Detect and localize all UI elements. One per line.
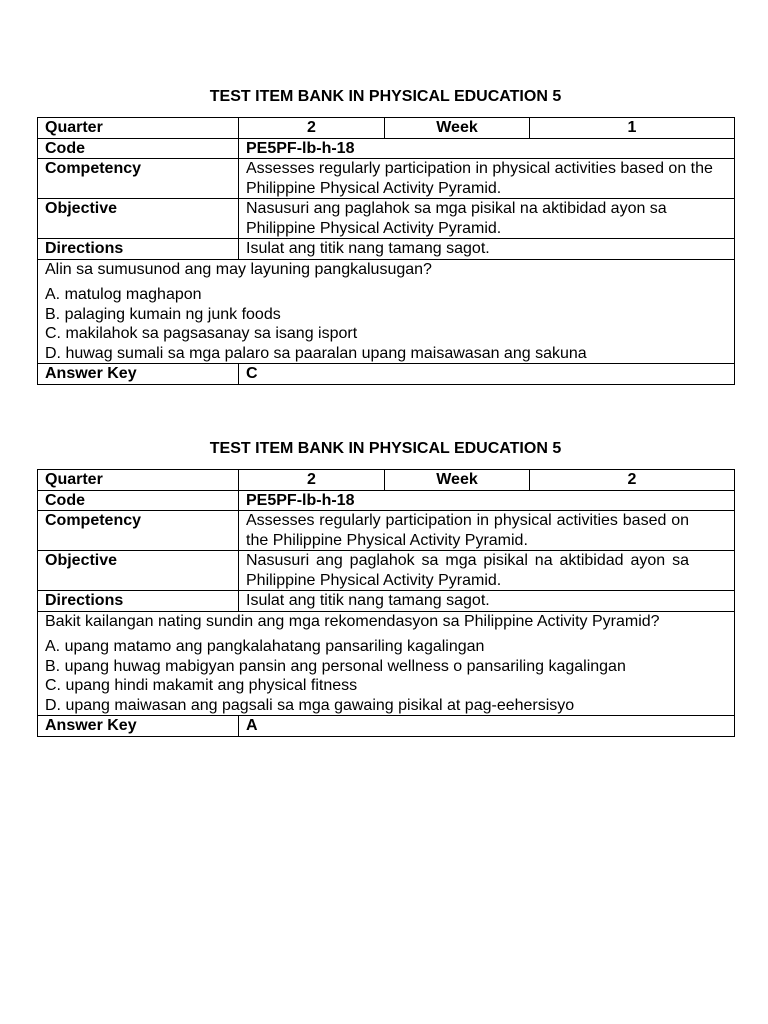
code-value: PE5PF-lb-h-18 <box>239 138 735 159</box>
answer-key-label: Answer Key <box>38 364 239 385</box>
code-label: Code <box>38 490 239 511</box>
quarter-value: 2 <box>239 470 385 491</box>
question-row <box>38 611 735 716</box>
code-row <box>38 138 735 159</box>
answer-key-row <box>38 364 735 385</box>
objective-row <box>38 199 735 239</box>
competency-row <box>38 159 735 199</box>
test-item-title: TEST ITEM BANK IN PHYSICAL EDUCATION 5 <box>209 88 562 105</box>
competency-value: Assesses regularly participation in physical activities based on the Philippine Physical Activity Pyramid. <box>239 511 735 551</box>
test-item-table <box>37 469 735 737</box>
option-d: D. huwag sumali sa mga palaro sa paaralan upang maisawasan ang sakuna <box>45 344 587 362</box>
quarter-row <box>38 118 735 139</box>
objective-label: Objective <box>38 551 239 591</box>
question-text: Alin sa sumusunod ang may layuning pangkalusugan? <box>45 260 432 278</box>
objective-value: Nasusuri ang paglahok sa mga pisikal na aktibidad ayon sa Philippine Physical Activity Pyramid. <box>239 551 735 591</box>
code-row <box>38 490 735 511</box>
objective-row <box>38 551 735 591</box>
answer-options <box>45 285 727 363</box>
option-c: C. makilahok sa pagsasanay sa isang isport <box>45 325 358 342</box>
week-value: 2 <box>530 470 735 491</box>
test-item-title: TEST ITEM BANK IN PHYSICAL EDUCATION 5 <box>209 440 562 457</box>
competency-label: Competency <box>38 159 239 199</box>
directions-row <box>38 239 735 260</box>
question-cell <box>38 259 735 364</box>
objective-label: Objective <box>38 199 239 239</box>
answer-key-value: C <box>239 364 735 385</box>
answer-key-label: Answer Key <box>38 716 239 737</box>
quarter-value: 2 <box>239 118 385 139</box>
quarter-row <box>38 470 735 491</box>
option-a: A. upang matamo ang pangkalahatang pansariling kagalingan <box>45 638 485 655</box>
answer-key-row <box>38 716 735 737</box>
quarter-label: Quarter <box>38 470 239 491</box>
option-c: C. upang hindi makamit ang physical fitness <box>45 677 358 694</box>
competency-row <box>38 511 735 551</box>
competency-value: Assesses regularly participation in physical activities based on the Philippine Physical Activity Pyramid. <box>239 159 735 199</box>
week-label: Week <box>385 118 530 139</box>
question-row <box>38 259 735 364</box>
test-item-table <box>37 117 735 385</box>
option-d: D. upang maiwasan ang pagsali sa mga gawaing pisikal at pag-eehersisyo <box>45 696 575 714</box>
test-item-1 <box>37 87 734 385</box>
option-b: B. upang huwag mabigyan pansin ang personal wellness o pansariling kagalingan <box>45 657 626 675</box>
answer-options <box>45 637 727 715</box>
quarter-label: Quarter <box>38 118 239 139</box>
directions-label: Directions <box>38 591 239 612</box>
directions-row <box>38 591 735 612</box>
directions-value: Isulat ang titik nang tamang sagot. <box>239 591 735 612</box>
answer-key-value: A <box>239 716 735 737</box>
question-cell <box>38 611 735 716</box>
option-b: B. palaging kumain ng junk foods <box>45 305 281 323</box>
objective-value: Nasusuri ang paglahok sa mga pisikal na aktibidad ayon sa Philippine Physical Activity Pyramid. <box>239 199 735 239</box>
code-label: Code <box>38 138 239 159</box>
code-value: PE5PF-lb-h-18 <box>239 490 735 511</box>
week-label: Week <box>385 470 530 491</box>
test-item-2 <box>37 439 734 737</box>
directions-value: Isulat ang titik nang tamang sagot. <box>239 239 735 260</box>
question-text: Bakit kailangan nating sundin ang mga rekomendasyon sa Philippine Activity Pyramid? <box>45 612 660 630</box>
directions-label: Directions <box>38 239 239 260</box>
option-a: A. matulog maghapon <box>45 286 202 303</box>
competency-label: Competency <box>38 511 239 551</box>
week-value: 1 <box>530 118 735 139</box>
